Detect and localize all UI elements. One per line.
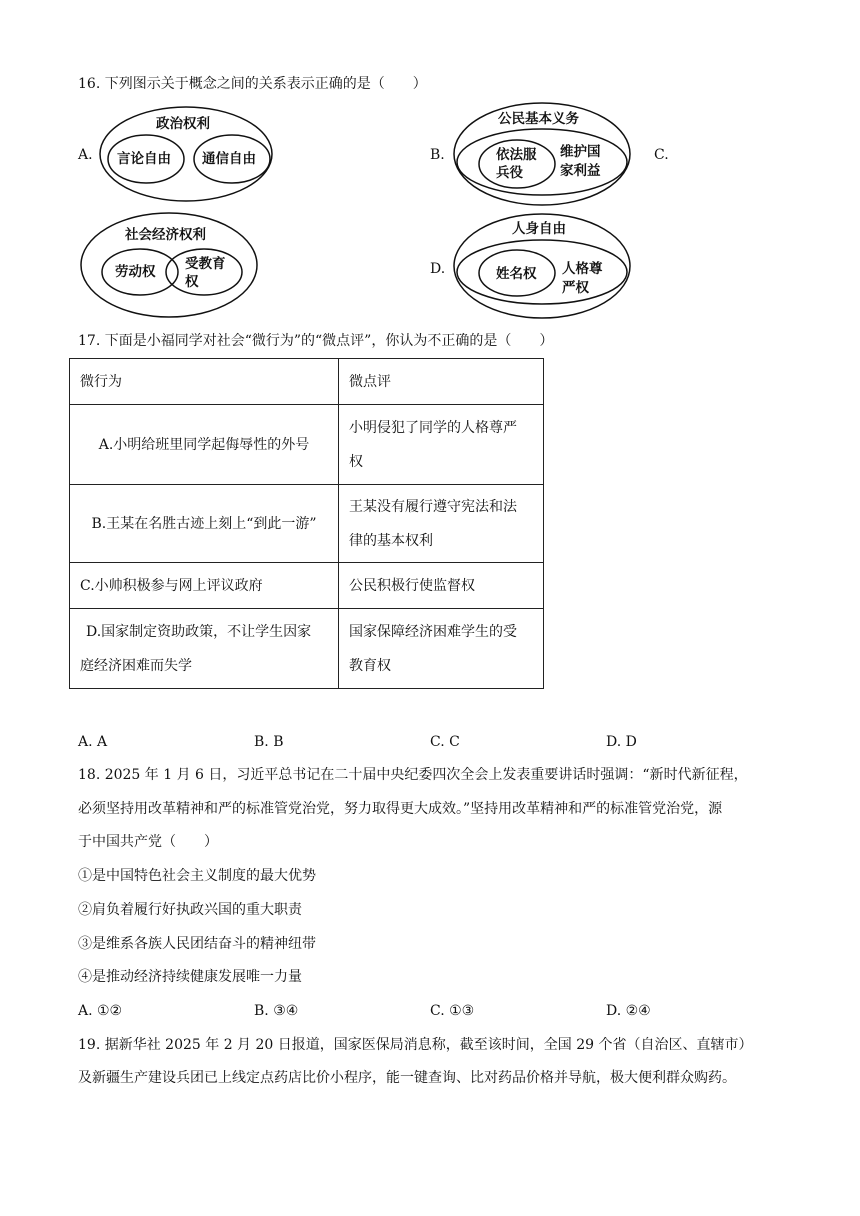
q18-item: ①是中国特色社会主义制度的最大优势	[78, 868, 316, 884]
table-row	[70, 485, 544, 563]
q17-choice-a: A. A	[78, 734, 108, 750]
q16-a-outer-label: 政治权利	[156, 116, 210, 132]
q16-d-side-label-1: 人格尊	[562, 261, 603, 277]
table-cell-comment	[339, 609, 544, 689]
table-cell-comment	[339, 405, 544, 485]
cell-line: 国家保障经济困难学生的受	[349, 623, 517, 640]
q16-diagram-b	[450, 100, 636, 208]
q17-table	[69, 358, 544, 689]
q16-d-inner-label: 姓名权	[496, 266, 537, 282]
q17-choice-c: C. C	[430, 734, 460, 750]
table-cell-behavior	[70, 563, 339, 609]
cell-line: 小明侵犯了同学的人格尊严	[349, 419, 517, 436]
q19-stem-line: 及新疆生产建设兵团已上线定点药店比价小程序，能一键查询、比对药品价格并导航，极大便利群众购药。	[78, 1070, 736, 1086]
q18-choice-d: D. ②④	[606, 1003, 651, 1019]
table-cell-comment	[339, 485, 544, 563]
cell-line: 权	[349, 453, 363, 470]
table-header-row	[70, 359, 544, 405]
q16-b-inner-label-2: 兵役	[496, 165, 523, 181]
q18-choice-b: B. ③④	[254, 1003, 299, 1019]
table-cell-behavior	[70, 405, 339, 485]
q16-diagram-d	[450, 210, 636, 322]
cell-line: A.小明给班里同学起侮辱性的外号	[98, 436, 310, 453]
cell-line: 公民积极行使监督权	[349, 577, 475, 594]
table-cell-comment	[339, 563, 544, 609]
cell-line: B.王某在名胜古迹上刻上“到此一游”	[91, 515, 317, 532]
cell-line: 王某没有履行遵守宪法和法	[349, 498, 517, 515]
q16-diagram-c	[76, 208, 266, 320]
q17-stem: 17. 下面是小福同学对社会“微行为”的“微点评”，你认为不正确的是（ ）	[78, 333, 554, 349]
q18-item: ②肩负着履行好执政兴国的重大职责	[78, 902, 302, 918]
q18-stem-line: 必须坚持用改革精神和严的标准管党治党，努力取得更大成效。”坚持用改革精神和严的标准管党治党，源	[78, 801, 723, 817]
table-row	[70, 405, 544, 485]
q18-choice-a: A. ①②	[78, 1003, 123, 1019]
q18-item: ③是维系各族人民团结奋斗的精神纽带	[78, 936, 316, 952]
q16-a-right-label: 通信自由	[202, 151, 256, 167]
q16-b-outer-label: 公民基本义务	[498, 111, 579, 127]
q16-c-left-label: 劳动权	[115, 264, 156, 280]
q16-b-side-label-2: 家利益	[560, 163, 601, 179]
cell-line: 庭经济困难而失学	[80, 657, 192, 674]
table-header-behavior: 微行为	[70, 359, 339, 405]
table-cell-behavior	[70, 485, 339, 563]
q16-d-outer-label: 人身自由	[512, 221, 566, 237]
q16-option-a-letter: A.	[78, 147, 93, 163]
q16-c-right-label-2: 权	[185, 274, 199, 290]
q19-stem-line: 19. 据新华社 2025 年 2 月 20 日报道，国家医保局消息称，截至该时间，全国 29 个省（自治区、直辖市）	[78, 1037, 753, 1053]
q18-stem-line: 18. 2025 年 1 月 6 日，习近平总书记在二十届中央纪委四次全会上发表重要讲话时强调：“新时代新征程，	[78, 767, 748, 783]
table-row	[70, 563, 544, 609]
q16-option-c-letter: C.	[654, 147, 669, 163]
q16-b-inner-label-1: 依法服	[496, 147, 537, 163]
q16-c-right-label-1: 受教育	[185, 256, 226, 272]
q16-stem: 16. 下列图示关于概念之间的关系表示正确的是（ ）	[78, 76, 427, 92]
q16-a-left-label: 言论自由	[117, 151, 171, 167]
cell-line: C.小帅积极参与网上评议政府	[80, 577, 263, 594]
q16-diagram-a	[98, 104, 278, 206]
q18-item: ④是推动经济持续健康发展唯一力量	[78, 969, 302, 985]
q17-choice-d: D. D	[606, 734, 637, 750]
q16-b-side-label-1: 维护国	[560, 144, 601, 160]
cell-line: 律的基本权利	[349, 532, 433, 549]
table-cell-behavior	[70, 609, 339, 689]
cell-line: 教育权	[349, 657, 391, 674]
q16-option-d-letter: D.	[430, 261, 446, 277]
q16-d-side-label-2: 严权	[562, 280, 589, 296]
q18-choice-c: C. ①③	[430, 1003, 475, 1019]
q16-option-b-letter: B.	[430, 147, 445, 163]
cell-line: D.国家制定资助政策，不让学生因家	[86, 623, 312, 640]
table-header-comment: 微点评	[339, 359, 544, 405]
table-row	[70, 609, 544, 689]
q18-stem-line: 于中国共产党（ ）	[78, 834, 218, 850]
q16-c-outer-label: 社会经济权利	[125, 227, 206, 243]
q17-choice-b: B. B	[254, 734, 284, 750]
